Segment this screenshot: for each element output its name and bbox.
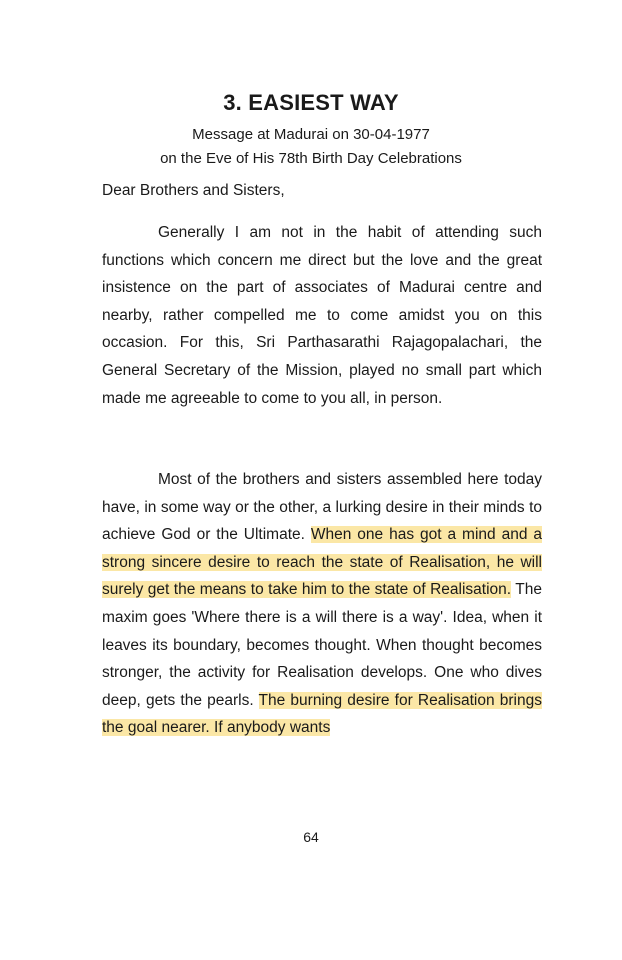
chapter-title: 3. EASIEST WAY	[223, 90, 399, 115]
subtitle-line-1: Message at Madurai on 30-04-1977	[192, 126, 430, 143]
paragraph-2-text-a: Most of the brothers and sisters assembled here today have, in some way or the other, a lurking desire in their minds to achieve God or the Ultimate.	[102, 471, 542, 544]
subtitle-line-2: on the Eve of His 78th Birth Day Celebrations	[160, 150, 462, 167]
highlighted-sentence-2: The burning desire for Realisation brings the goal nearer. If anybody wants	[102, 691, 542, 737]
page-number: 64	[303, 829, 319, 845]
highlighted-sentence-1: When one has got a mind and a strong sincere desire to reach the state of Realisation, he will surely get the means to take him to the state of Realisation.	[102, 526, 542, 599]
salutation: Dear Brothers and Sisters,	[102, 182, 285, 199]
paragraph-2-text-b: The maxim goes 'Where there is a will there is a way'. Idea, when it leaves its boundary, becomes thought. When thought becomes stronger, the activity for Realisation develops. One who dives deep, gets the pearls.	[102, 581, 542, 709]
paragraph-2	[102, 466, 542, 742]
paragraph-1: Generally I am not in the habit of attending such functions which concern me direct but the love and the great insistence on the part of associates of Madurai centre and nearby, rather compelled me to come amidst you on this occasion. For this, Sri Parthasarathi Rajagopalachari, the General Secretary of the Mission, played no small part which made me agreeable to come to you all, in person.	[102, 224, 542, 407]
